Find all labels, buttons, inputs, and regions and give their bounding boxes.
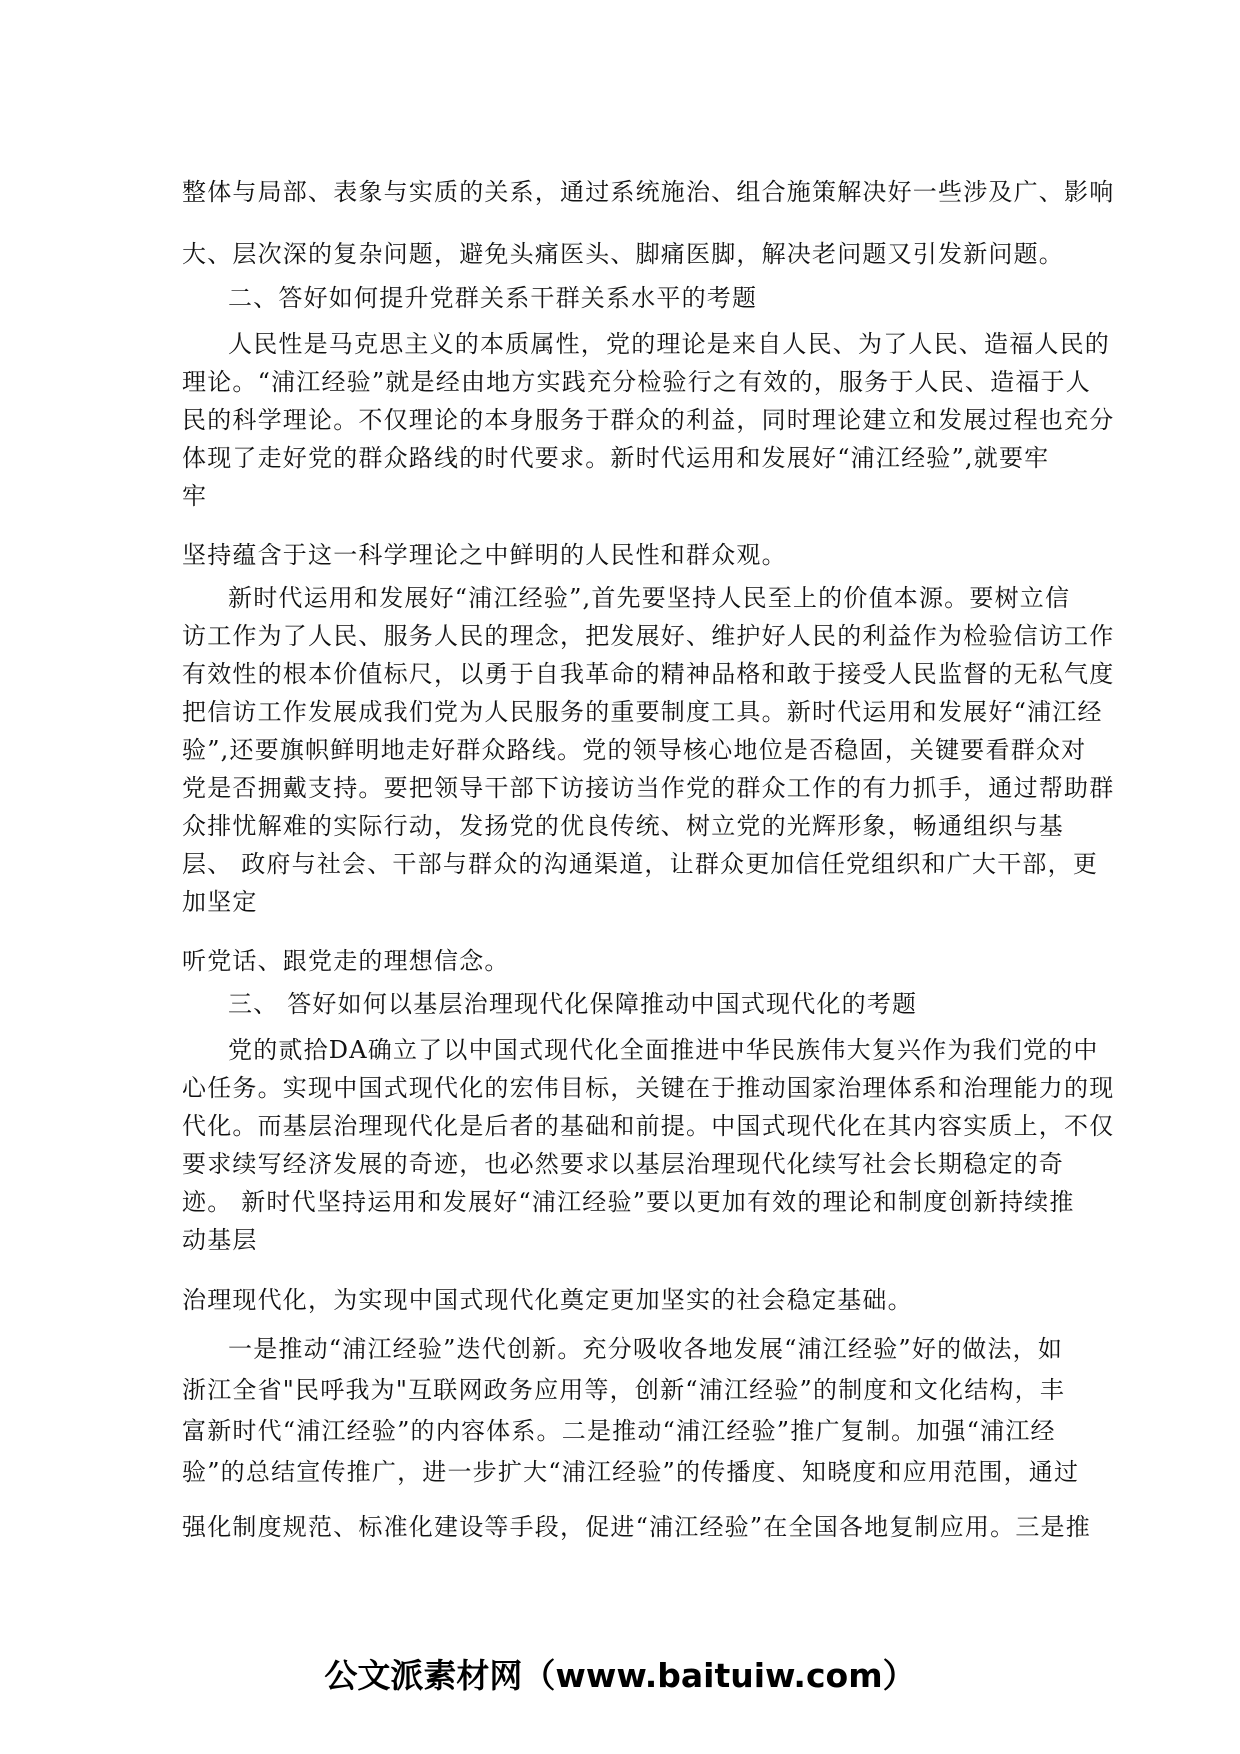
text-line: 动基层 (182, 1226, 258, 1254)
watermark-footer: 公文派素材网（www.baituiw.com） (324, 1656, 916, 1695)
text-line: 新时代运用和发展好“浦江经验”,首先要坚持人民至上的价值本源。要树立信 (228, 584, 1071, 612)
text-line: 验”的总结宣传推广，进一步扩大“浦江经验”的传播度、知晓度和应用范围，通过 (182, 1458, 1080, 1486)
text-line: 浙江全省"民呼我为"互联网政务应用等，创新“浦江经验”的制度和文化结构，丰 (182, 1376, 1066, 1404)
text-line: 整体与局部、表象与实质的关系，通过系统施治、组合施策解决好一些涉及广、影响 (182, 178, 1115, 206)
text-line: 验”,还要旗帜鲜明地走好群众路线。党的领导核心地位是否稳固，关键要看群众对 (182, 736, 1087, 764)
text-line: 治理现代化，为实现中国式现代化奠定更加坚实的社会稳定基础。 (182, 1286, 913, 1314)
section-heading: 三、 答好如何以基层治理现代化保障推动中国式现代化的考题 (228, 990, 918, 1018)
text-line: 党的贰拾DA确立了以中国式现代化全面推进中华民族伟大复兴作为我们党的中 (228, 1036, 1099, 1064)
text-line: 要求续写经济发展的奇迹，也必然要求以基层治理现代化续写社会长期稳定的奇 (182, 1150, 1064, 1178)
text-line: 把信访工作发展成我们党为人民服务的重要制度工具。新时代运用和发展好“浦江经 (182, 698, 1103, 726)
text-line: 迹。 新时代坚持运用和发展好“浦江经验”要以更加有效的理论和制度创新持续推 (182, 1188, 1075, 1216)
text-line: 代化。而基层治理现代化是后者的基础和前提。中国式现代化在其内容实质上，不仅 (182, 1112, 1115, 1140)
text-line: 党是否拥戴支持。要把领导干部下访接访当作党的群众工作的有力抓手，通过帮助群 (182, 774, 1115, 802)
text-line: 大、层次深的复杂问题，避免头痛医头、脚痛医脚，解决老问题又引发新问题。 (182, 240, 1064, 268)
text-line: 体现了走好党的群众路线的时代要求。新时代运用和发展好“浦江经验”,就要牢 (182, 444, 1050, 472)
text-line: 层、 政府与社会、干部与群众的沟通渠道，让群众更加信任党组织和广大干部，更 (182, 850, 1099, 878)
text-line: 强化制度规范、标准化建设等手段，促进“浦江经验”在全国各地复制应用。三是推 (182, 1513, 1091, 1541)
text-line: 牢 (182, 482, 208, 510)
text-line: 有效性的根本价值标尺，以勇于自我革命的精神品格和敢于接受人民监督的无私气度 (182, 660, 1115, 688)
text-line: 心任务。实现中国式现代化的宏伟目标，关键在于推动国家治理体系和治理能力的现 (182, 1074, 1115, 1102)
text-line: 一是推动“浦江经验”迭代创新。充分吸收各地发展“浦江经验”好的做法，如 (228, 1335, 1064, 1363)
text-line: 理论。“浦江经验”就是经由地方实践充分检验行之有效的，服务于人民、造福于人 (182, 368, 1091, 396)
text-line: 富新时代“浦江经验”的内容体系。二是推动“浦江经验”推广复制。加强“浦江经 (182, 1417, 1056, 1445)
text-line: 众排忧解难的实际行动，发扬党的优良传统、树立党的光辉形象，畅通组织与基 (182, 812, 1064, 840)
text-line: 民的科学理论。不仅理论的本身服务于群众的利益，同时理论建立和发展过程也充分 (182, 406, 1115, 434)
text-line: 坚持蕴含于这一科学理论之中鲜明的人民性和群众观。 (182, 541, 787, 569)
text-line: 人民性是马克思主义的本质属性，党的理论是来自人民、为了人民、造福人民的 (228, 330, 1110, 358)
text-line: 加坚定 (182, 888, 258, 916)
section-heading: 二、答好如何提升党群关系干群关系水平的考题 (228, 284, 758, 312)
text-line: 访工作为了人民、服务人民的理念，把发展好、维护好人民的利益作为检验信访工作 (182, 622, 1115, 650)
text-line: 听党话、跟党走的理想信念。 (182, 947, 510, 975)
